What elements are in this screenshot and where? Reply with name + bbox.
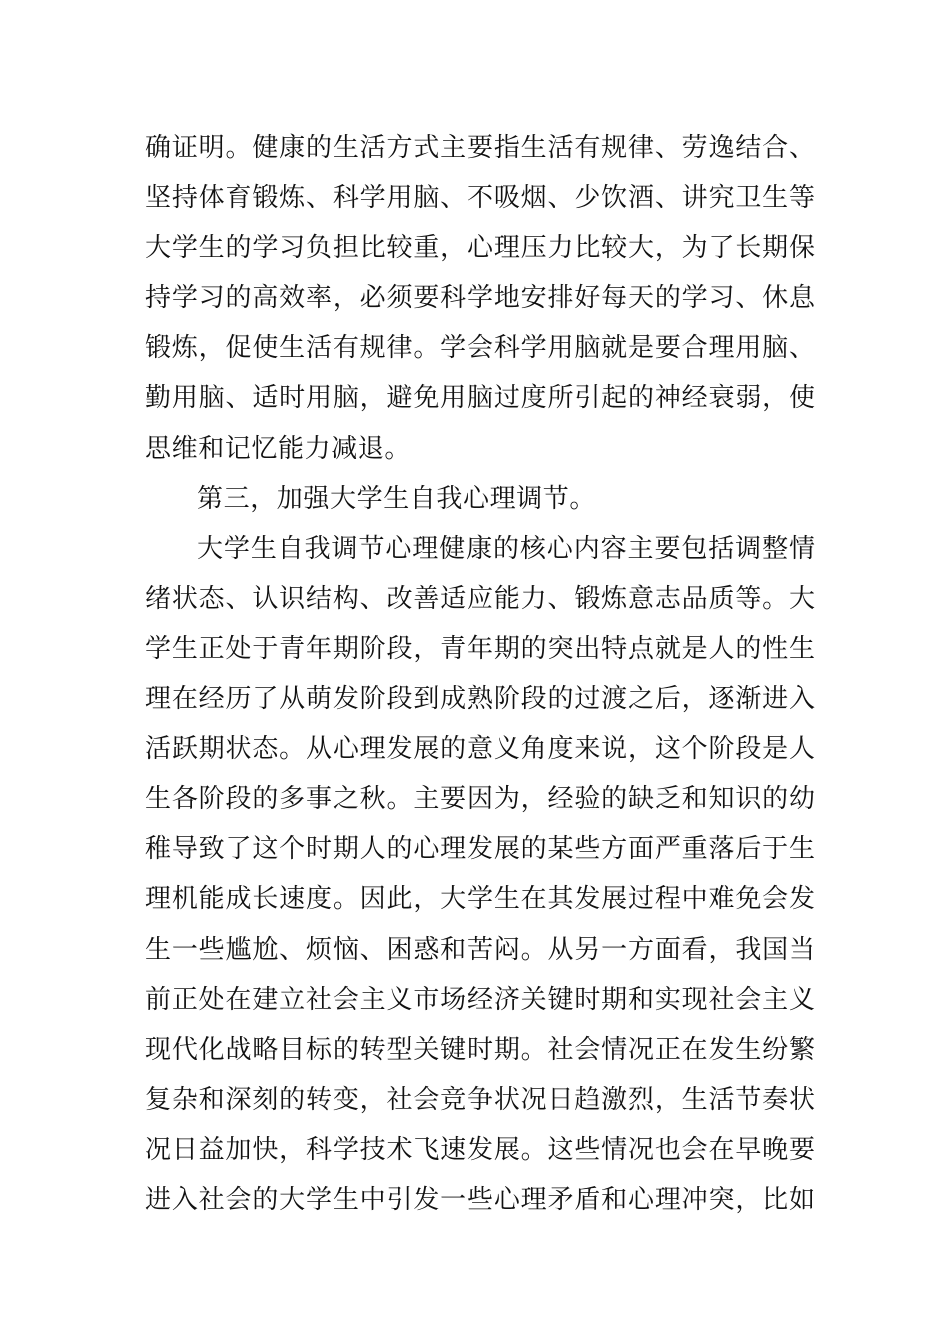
text-line: 大学生的学习负担比较重，心理压力比较大，为了长期保	[145, 233, 815, 264]
text-line: 坚持体育锻炼、科学用脑、不吸烟、少饮酒、讲究卫生等	[145, 183, 815, 214]
text-line: 理机能成长速度。因此，大学生在其发展过程中难免会发	[145, 884, 815, 915]
text-line: 勤用脑、适时用脑，避免用脑过度所引起的神经衰弱，使	[145, 383, 815, 414]
text-line: 活跃期状态。从心理发展的意义角度来说，这个阶段是人	[145, 734, 815, 765]
document-body	[145, 123, 815, 1225]
text-line: 持学习的高效率，必须要科学地安排好每天的学习、休息	[145, 283, 815, 314]
text-line: 锻炼，促使生活有规律。学会科学用脑就是要合理用脑、	[145, 333, 815, 364]
text-line: 学生正处于青年期阶段，青年期的突出特点就是人的性生	[145, 633, 815, 664]
section-heading-third: 第三，加强大学生自我心理调节。	[197, 483, 597, 514]
text-line: 进入社会的大学生中引发一些心理矛盾和心理冲突，比如	[145, 1184, 815, 1215]
text-line: 复杂和深刻的转变，社会竞争状况日趋激烈，生活节奏状	[145, 1084, 815, 1115]
text-line: 理在经历了从萌发阶段到成熟阶段的过渡之后，逐渐进入	[145, 684, 815, 715]
text-line: 思维和记忆能力减退。	[145, 433, 412, 464]
text-line: 现代化战略目标的转型关键时期。社会情况正在发生纷繁	[145, 1034, 815, 1065]
text-line: 前正处在建立社会主义市场经济关键时期和实现社会主义	[145, 984, 815, 1015]
text-line: 确证明。健康的生活方式主要指生活有规律、劳逸结合、	[145, 133, 815, 163]
paragraph-healthy-lifestyle	[145, 123, 815, 474]
paragraph-self-regulation	[145, 524, 815, 1225]
text-line: 生一些尴尬、烦恼、困惑和苦闷。从另一方面看，我国当	[145, 934, 815, 965]
text-line: 大学生自我调节心理健康的核心内容主要包括调整情	[197, 533, 815, 564]
text-line: 稚导致了这个时期人的心理发展的某些方面严重落后于生	[145, 834, 815, 865]
text-line: 生各阶段的多事之秋。主要因为，经验的缺乏和知识的幼	[145, 784, 815, 815]
text-line: 况日益加快，科学技术飞速发展。这些情况也会在早晚要	[145, 1134, 815, 1165]
text-line: 绪状态、认识结构、改善适应能力、锻炼意志品质等。大	[145, 583, 815, 614]
